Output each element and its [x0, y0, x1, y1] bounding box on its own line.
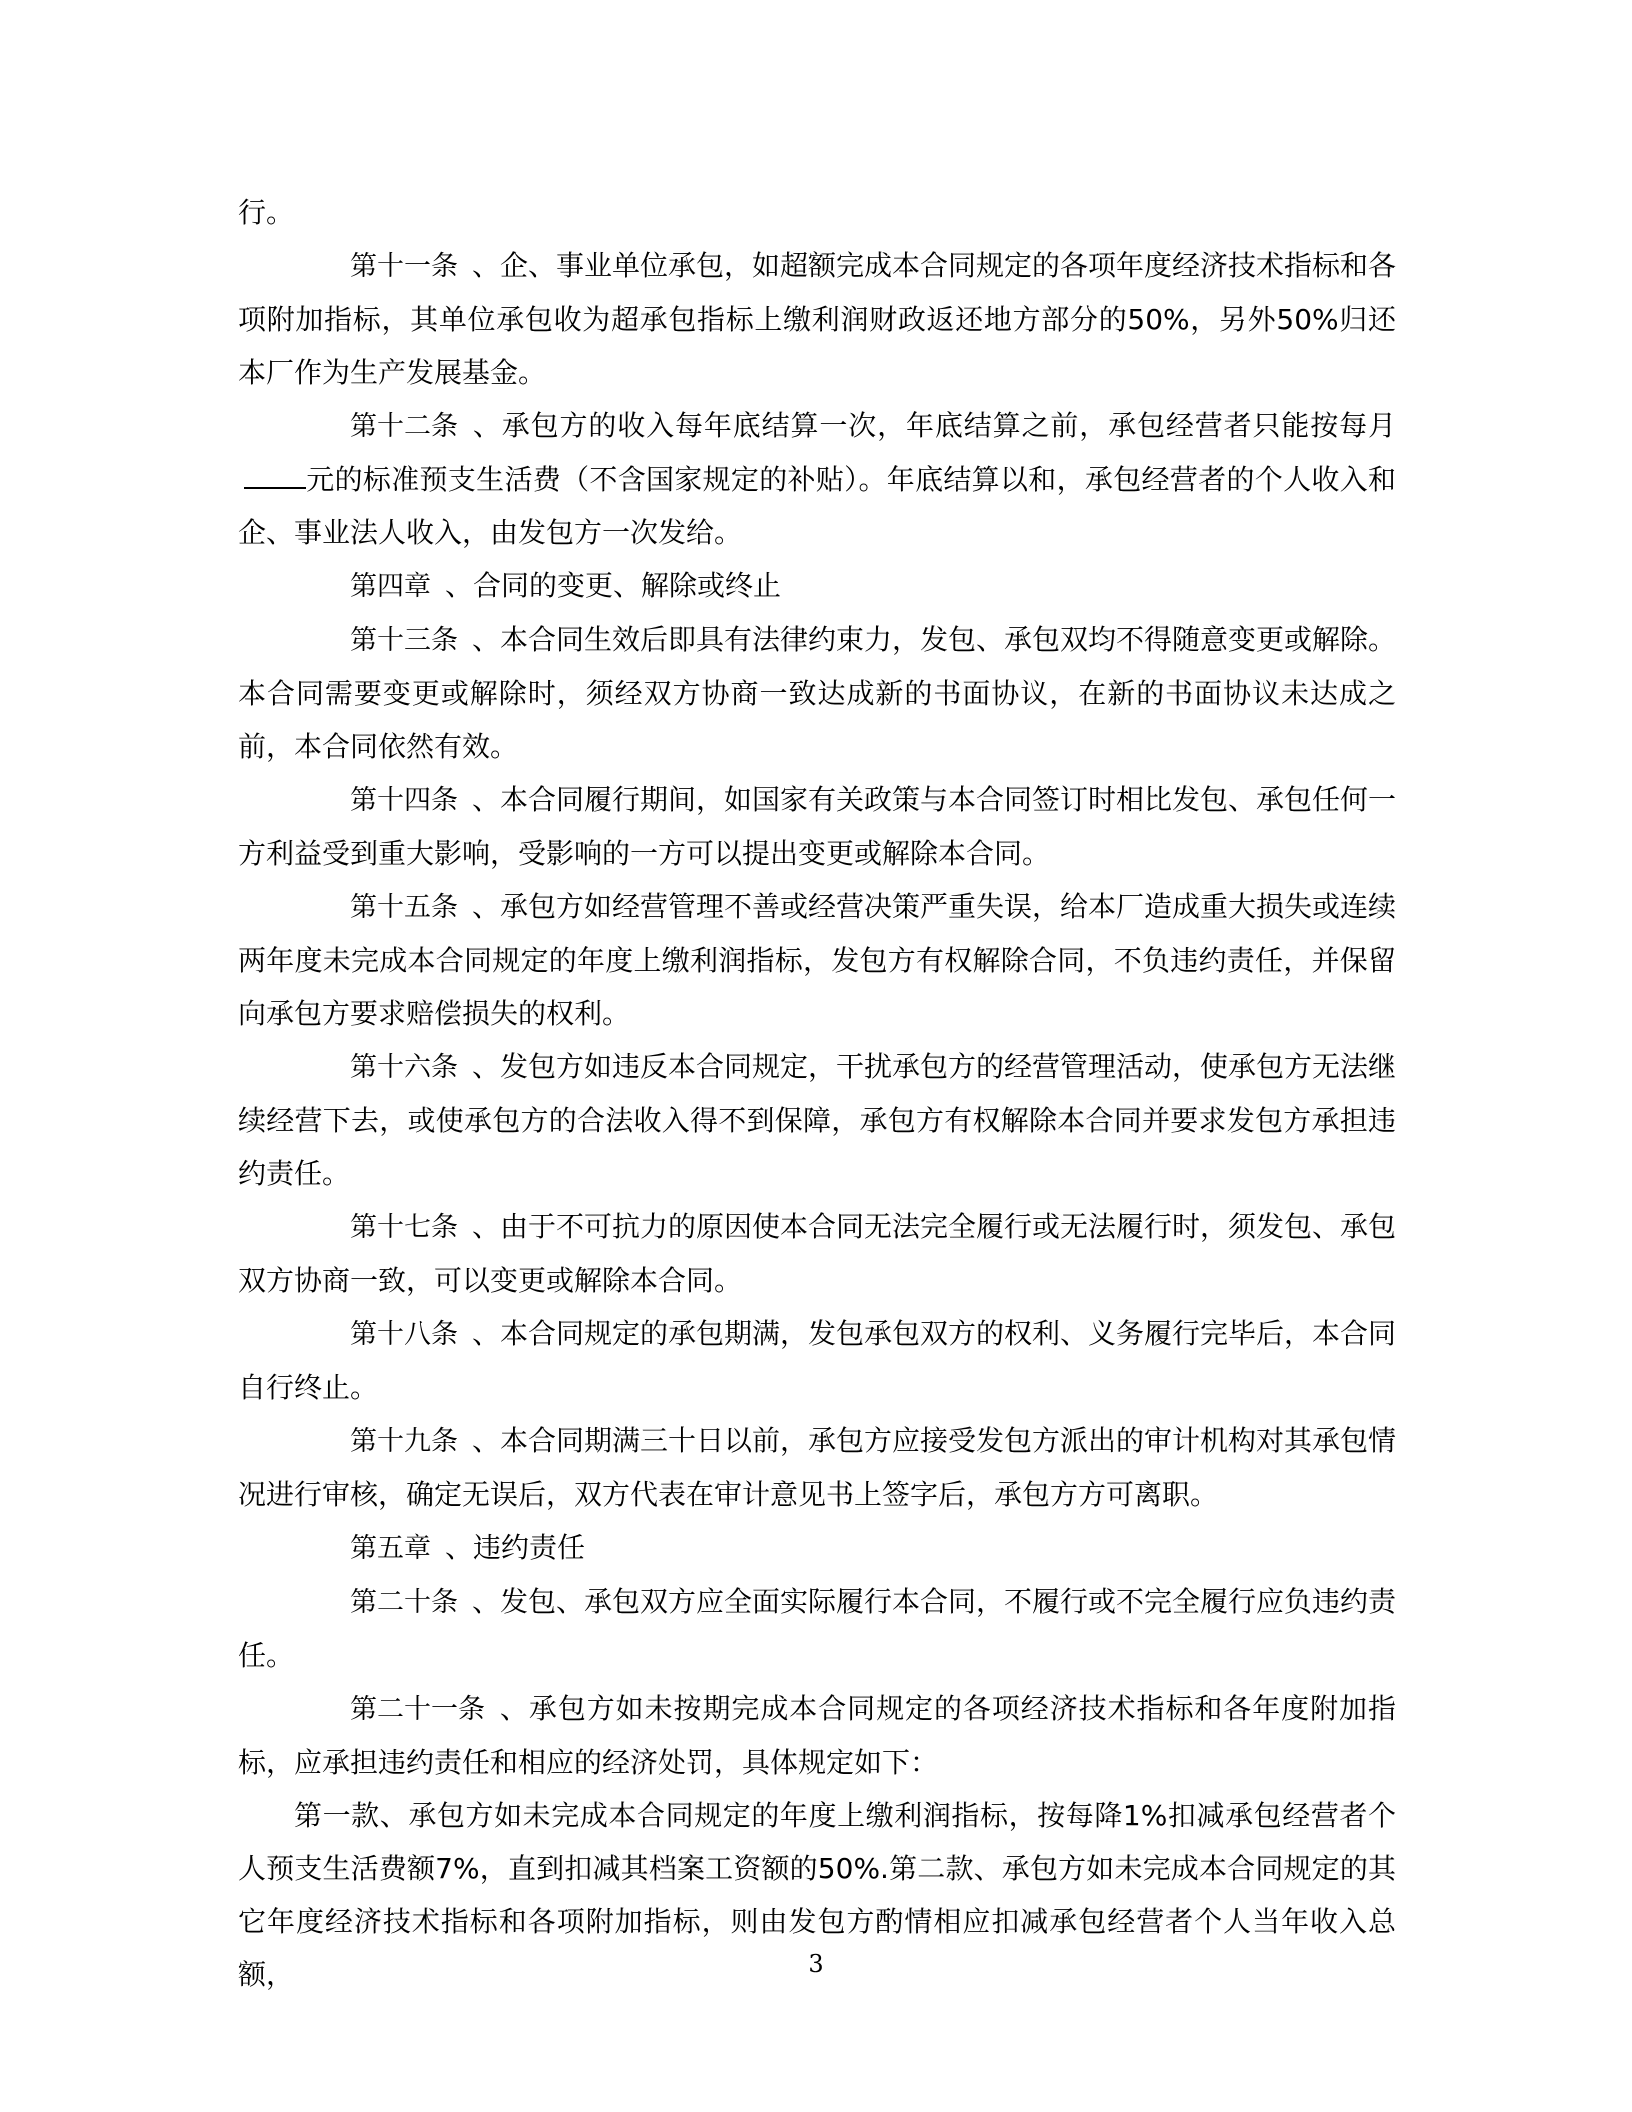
- article-text: 元的标准预支生活费（不含国家规定的补贴）。年底结算以和，承包经营者的个人收入和企、事业法人收入，由发包方一次发给。: [238, 463, 1396, 549]
- chapter-title: 、违约责任: [445, 1531, 586, 1564]
- chapter-5-heading: [238, 1521, 1396, 1575]
- article-16: [238, 1040, 1396, 1200]
- article-text: 、承包方的收入每年底结算一次，年底结算之前，承包经营者只能按每月: [472, 409, 1396, 442]
- article-18: [238, 1307, 1396, 1414]
- article-text: 、发包、承包双方应全面实际履行本合同，不履行或不完全履行应负违约责任。: [238, 1585, 1397, 1672]
- article-text: 、本合同生效后即具有法律约束力，发包、承包双均不得随意变更或解除。本合同需要变更或解除时，须经双方协商一致达成新的书面协议，在新的书面协议未达成之前，本合同依然有效。: [238, 623, 1397, 763]
- chapter-number: 第四章: [350, 571, 431, 602]
- article-number: 第十五条: [350, 892, 458, 923]
- article-text: 、本合同期满三十日以前，承包方应接受发包方派出的审计机构对其承包情况进行审核，确定无误后，双方代表在审计意见书上签字后，承包方方可离职。: [238, 1424, 1397, 1511]
- article-text: 、本合同履行期间，如国家有关政策与本合同签订时相比发包、承包任何一方利益受到重大影响，受影响的一方可以提出变更或解除本合同。: [238, 783, 1397, 870]
- article-number: 第十七条: [350, 1212, 458, 1243]
- article-number: 第二十一条: [350, 1694, 485, 1725]
- chapter-4-heading: [238, 559, 1396, 613]
- clause-text: 第一款、承包方如未完成本合同规定的年度上缴利润指标，按每降1%扣减承包经营者个人预支生活费额7%，直到扣减其档案工资额的50%.第二款、承包方如未完成本合同规定的其它年度经济技术指标和各项附加指标，则由发包方酌情相应扣减承包经营者个人当年收入总额，: [238, 1799, 1396, 1991]
- page-number: 3: [808, 1950, 824, 1978]
- article-number: 第十一条: [350, 251, 458, 282]
- paragraph-continuation: 行。: [238, 196, 295, 229]
- chapter-number: 第五章: [350, 1533, 431, 1564]
- document-body: [238, 186, 1396, 2001]
- article-text: 、由于不可抗力的原因使本合同无法完全履行或无法履行时，须发包、承包双方协商一致，可以变更或解除本合同。: [238, 1210, 1397, 1297]
- article-number: 第十八条: [350, 1319, 458, 1350]
- chapter-title: 、合同的变更、解除或终止: [445, 569, 782, 602]
- article-text: 、承包方如未按期完成本合同规定的各项经济技术指标和各年度附加指标，应承担违约责任和相应的经济处罚，具体规定如下：: [238, 1692, 1396, 1779]
- article-text: 、企、事业单位承包，如超额完成本合同规定的各项年度经济技术指标和各项附加指标，其单位承包收为超承包指标上缴利润财政返还地方部分的50%，另外50%归还本厂作为生产发展基金。: [238, 249, 1397, 389]
- article-number: 第二十条: [350, 1587, 458, 1618]
- article-text: 、承包方如经营管理不善或经营决策严重失误，给本厂造成重大损失或连续两年度未完成本合同规定的年度上缴利润指标，发包方有权解除合同，不负违约责任，并保留向承包方要求赔偿损失的权利。: [238, 890, 1397, 1030]
- article-15: [238, 880, 1396, 1040]
- article-number: 第十六条: [350, 1052, 458, 1083]
- article-17: [238, 1200, 1396, 1307]
- article-20: [238, 1575, 1396, 1682]
- article-number: 第十三条: [350, 625, 458, 656]
- article-21: [238, 1682, 1396, 1789]
- article-text: 、本合同规定的承包期满，发包承包双方的权利、义务履行完毕后，本合同自行终止。: [238, 1317, 1397, 1404]
- article-11: [238, 239, 1396, 399]
- article-14: [238, 773, 1396, 880]
- article-number: 第十四条: [350, 785, 458, 816]
- article-19: [238, 1414, 1396, 1521]
- article-text: 、发包方如违反本合同规定，干扰承包方的经营管理活动，使承包方无法继续经营下去，或使承包方的合法收入得不到保障，承包方有权解除本合同并要求发包方承担违约责任。: [238, 1050, 1397, 1190]
- article-number: 第十二条: [350, 411, 458, 442]
- article-13: [238, 613, 1396, 773]
- fill-in-blank: [244, 457, 306, 489]
- article-number: 第十九条: [350, 1426, 458, 1457]
- article-12: [238, 399, 1396, 559]
